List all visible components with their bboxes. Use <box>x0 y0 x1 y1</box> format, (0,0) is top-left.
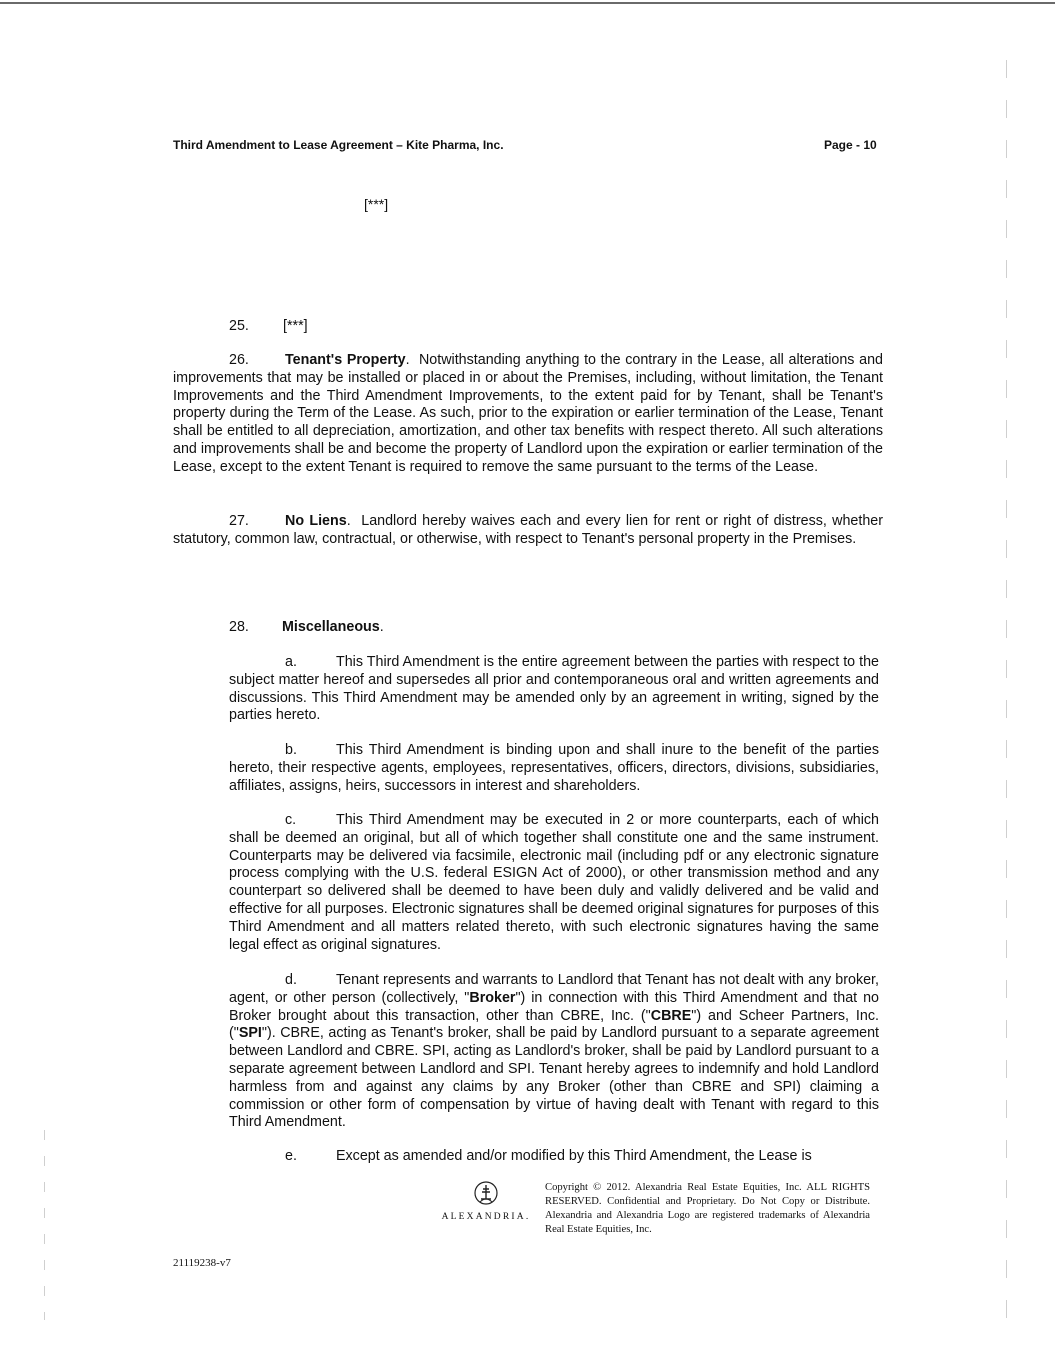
subsection-letter: e. <box>285 1148 297 1164</box>
redaction-marker: [***] <box>283 318 308 334</box>
subsection-letter: d. <box>285 972 297 988</box>
section-text: Landlord hereby waives each and every lien for rent or right of distress, whether statutory, common law, contractual, or otherwise, with respect to Tenant's personal property in the Premises. <box>173 513 883 547</box>
subsection-text: Tenant represents and warrants to Landlord that Tenant has not dealt with any broker, agent, or other person (collectively, " <box>229 972 879 1006</box>
subsection-letter: c. <box>285 812 297 828</box>
redaction-marker: [***] <box>364 196 389 212</box>
section-number: 26. <box>229 352 249 368</box>
section-text: Notwithstanding anything to the contrary in the Lease, all alterations and improvements that may be installed or placed in or about the Premises, including, without limitation, the Tenant Improvements and the Third Amendment Improvements, to the extent paid for by Tenant, shall be Tenant's property during the Term of the Lease. As such, prior to the expiration or earlier termination of the Lease, Tenant shall be entitled to all depreciation, amortization, and other tax benefits with respect thereto. All such alterations and improvements shall be and become the property of Landlord upon the expiration or earlier termination of the Lease, except to the extent Tenant is required to remove the same pursuant to the terms of the Lease. <box>173 352 883 475</box>
defined-term: Broker <box>469 989 516 1006</box>
section-heading: No Liens <box>285 513 347 529</box>
page-number: Page - 10 <box>824 138 877 152</box>
alexandria-logo <box>436 1180 536 1222</box>
defined-term: CBRE <box>650 1007 692 1024</box>
subsection-text: "). CBRE, acting as Tenant's broker, shall be paid by Landlord pursuant to a separate agreement between Landlord and CBRE. SPI, acting as Landlord's broker, shall be paid by Landlord pursuant to a separate agreement between Landlord and SPI. Tenant hereby agrees to indemnify and hold Landlord harmless from and against any claims by any Broker (other than CBRE and SPI) claiming a commission or other form of compensation by virtue of having dealt with Tenant with regard to this Third Amendment. <box>229 1025 879 1131</box>
scan-left-edge <box>44 1130 45 1320</box>
section-number: 28. <box>229 619 249 635</box>
subsection-text: This Third Amendment may be executed in 2 or more counterparts, each of which shall be deemed an original, but all of which together shall constitute one and the same instrument. Counterparts may be delivered via facsimile, electronic mail (including pdf or any electronic signature process complying with the U.S. federal ESIGN Act of 2000), or other transmission method and any counterpart so delivered shall be deemed to have been duly and validly delivered and be valid and effective for all purposes. Electronic signatures shall be deemed original signatures for purposes of this Third Amendment and all matters related thereto, with such electronic signatures having the same legal effect as original signatures. <box>229 812 879 953</box>
subsection-d <box>229 972 879 1132</box>
subsection-text: This Third Amendment is binding upon and shall inure to the benefit of the parties hereto, their respective agents, employees, representatives, officers, directors, divisions, subsidiaries, affiliates, assigns, heirs, successors in interest and shareholders. <box>229 742 879 794</box>
section-heading: Tenant's Property <box>285 352 406 368</box>
subsection-text: This Third Amendment is the entire agreement between the parties with respect to the subject matter hereof and supersedes all prior and contemporaneous oral and written agreements and discussions. This Third Amendment may be amended only by an agreement in writing, signed by the parties hereto. <box>229 654 879 724</box>
subsection-text: Except as amended and/or modified by this Third Amendment, the Lease is <box>336 1148 812 1164</box>
header-title: Third Amendment to Lease Agreement – Kite Pharma, Inc. <box>173 138 504 152</box>
subsection-b <box>229 742 879 795</box>
subsection-a <box>229 654 879 725</box>
section-28: 28. Miscellaneous. <box>229 619 384 635</box>
copyright-notice: Copyright © 2012. Alexandria Real Estate Equities, Inc. ALL RIGHTS RESERVED. Confidential and Proprietary. Do Not Copy or Distribute. Alexandria and Alexandria Logo are registered trademarks of Alexandria Real Estate Equities, Inc. <box>545 1182 870 1235</box>
scan-right-edge <box>1006 60 1007 1340</box>
section-number: 27. <box>229 513 249 529</box>
subsection-text: ") and Scheer Partners, Inc. (" <box>229 1007 879 1042</box>
document-id: 21119238-v7 <box>173 1257 231 1269</box>
section-number: 25. <box>229 318 249 334</box>
section-26: 26. Tenant's Property. Notwithstanding anything to the contrary in the Lease, all alterations and improvements that may be installed or placed in or about the Premises, including, without limitation, the Tenant Improvements and the Third Amendment Improvements, to the extent paid for by Tenant, shall be Tenant's property during the Term of the Lease. As such, prior to the expiration or earlier termination of the Lease, Tenant shall be entitled to all depreciation, amortization, and other tax benefits with respect thereto. All such alterations and improvements shall be and become the property of Landlord upon the expiration or earlier termination of the Lease, except to the extent Tenant is required to remove the same pursuant to the terms of the Lease. <box>173 352 883 475</box>
subsection-text: ") in connection with this Third Amendment and that no Broker brought about this transaction, other than CBRE, Inc. (" <box>229 989 879 1024</box>
scan-top-border <box>0 2 1055 4</box>
subsection-c <box>229 812 879 954</box>
section-25 <box>229 318 308 336</box>
subsection-e <box>229 1148 879 1166</box>
subsection-letter: b. <box>285 742 297 758</box>
alexandria-emblem-icon <box>473 1180 499 1206</box>
section-heading: Miscellaneous <box>282 619 380 635</box>
section-27: 27. No Liens. Landlord hereby waives each and every lien for rent or right of distress, whether statutory, common law, contractual, or otherwise, with respect to Tenant's personal property in the Premises. <box>173 513 883 547</box>
logo-wordmark: ALEXANDRIA. <box>441 1212 531 1222</box>
subsection-letter: a. <box>285 654 297 670</box>
defined-term: SPI <box>238 1025 262 1042</box>
